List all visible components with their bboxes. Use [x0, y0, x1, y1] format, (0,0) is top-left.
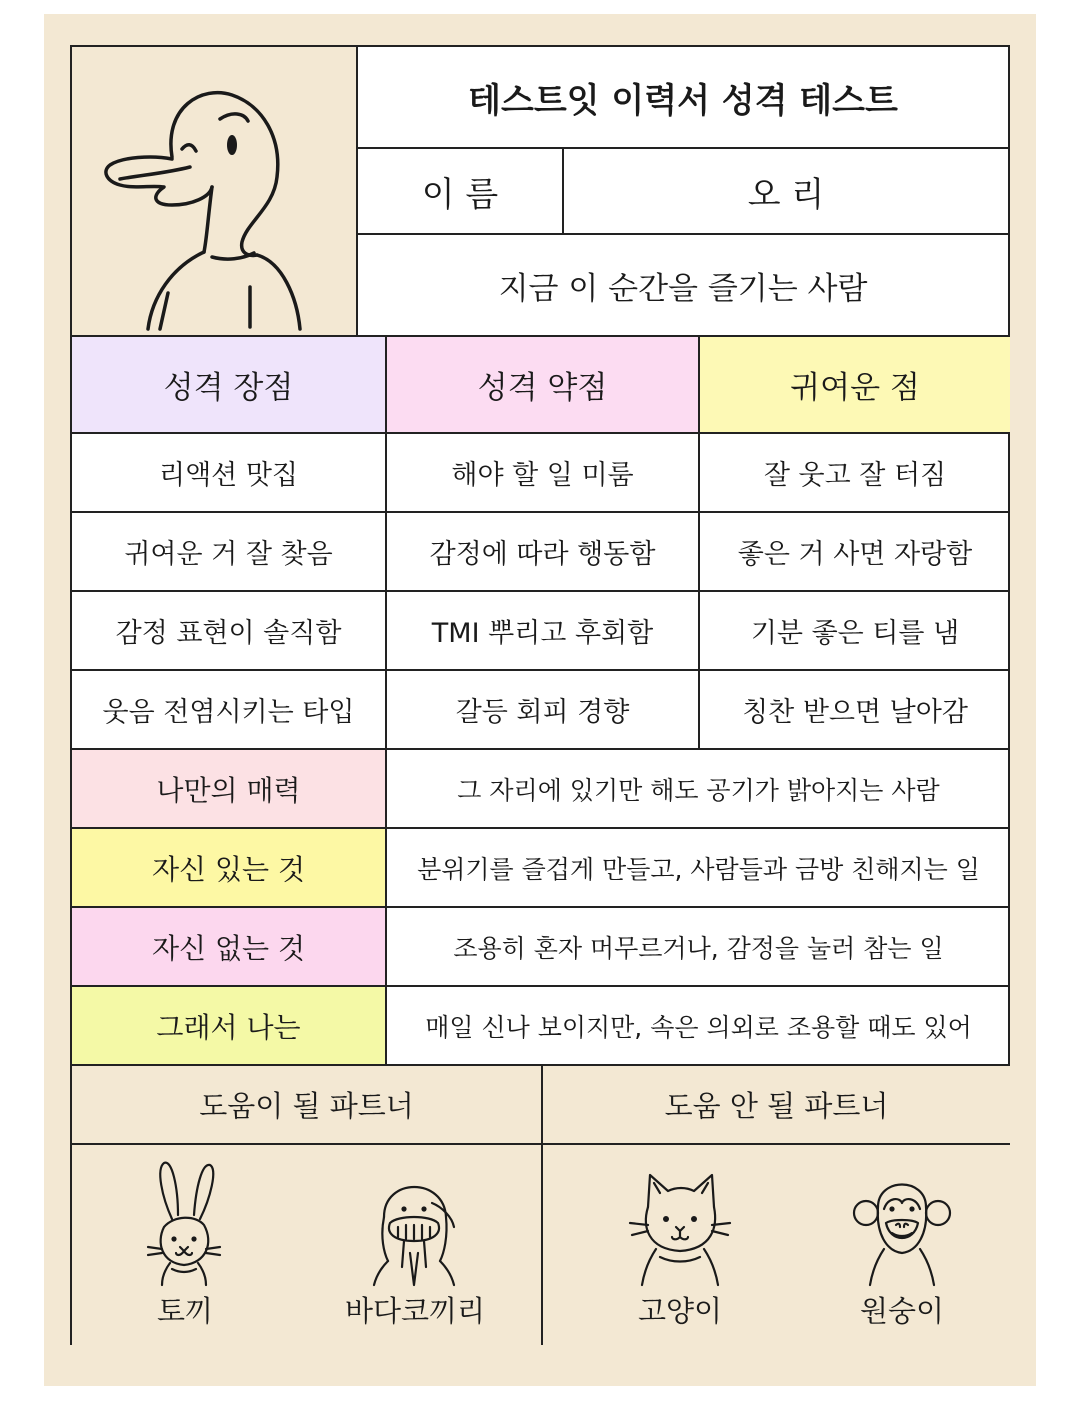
cat-icon [620, 1157, 740, 1287]
section-label-so-i-am: 그래서 나는 [72, 987, 385, 1064]
section-label-charm: 나만의 매력 [72, 750, 385, 827]
partner-walrus-label: 바다코끼리 [344, 1294, 486, 1328]
bad-partner-heading: 도움 안 될 파트너 [664, 1089, 889, 1123]
partner-rabbit-label: 토끼 [156, 1294, 214, 1328]
tagline: 지금 이 순간을 즐기는 사람 [498, 270, 868, 307]
rabbit-icon [134, 1157, 234, 1287]
section-label-not-confident: 자신 없는 것 [72, 908, 385, 985]
duck-icon [72, 47, 356, 335]
partner-cat-label: 고양이 [637, 1294, 723, 1328]
section-value-so-i-am: 매일 신나 보이지만, 속은 의외로 조용할 때도 있어 [425, 1012, 972, 1042]
weakness-item: 갈등 회피 경향 [455, 697, 630, 728]
page-title: 테스트잇 이력서 성격 테스트 [468, 80, 898, 121]
duck-portrait [72, 47, 356, 335]
header-strengths: 성격 장점 [72, 337, 385, 432]
name-value: 오 리 [747, 174, 825, 215]
strength-item: 감정 표현이 솔직함 [115, 618, 342, 649]
cute-item: 기분 좋은 티를 냄 [750, 618, 960, 649]
good-partner-heading: 도움이 될 파트너 [199, 1089, 414, 1123]
strength-item: 웃음 전염시키는 타입 [102, 697, 355, 728]
walrus-icon [354, 1157, 474, 1287]
weakness-item: 해야 할 일 미룸 [451, 460, 634, 491]
section-label-confident: 자신 있는 것 [72, 829, 385, 906]
partner-monkey-label: 원숭이 [859, 1294, 945, 1328]
strength-item: 리액션 맛집 [159, 460, 298, 491]
section-value-confident: 분위기를 즐겁게 만들고, 사람들과 금방 친해지는 일 [417, 854, 980, 884]
resume-card [70, 45, 1010, 1345]
monkey-icon [842, 1157, 962, 1287]
cute-item: 잘 웃고 잘 터짐 [763, 460, 947, 491]
cute-item: 좋은 거 사면 자랑함 [737, 539, 973, 570]
name-label: 이 름 [421, 174, 499, 215]
weakness-item: TMI 뿌리고 후회함 [431, 618, 654, 649]
cute-item: 칭찬 받으면 날아감 [742, 697, 968, 728]
weakness-item: 감정에 따라 행동함 [429, 539, 656, 570]
header-weaknesses: 성격 약점 [387, 337, 698, 432]
section-value-charm: 그 자리에 있기만 해도 공기가 밝아지는 사람 [457, 775, 940, 805]
section-value-not-confident: 조용히 혼자 머무르거나, 감정을 눌러 참는 일 [453, 933, 944, 963]
strength-item: 귀여운 거 잘 찾음 [124, 539, 333, 570]
header-cute-points: 귀여운 점 [700, 337, 1010, 432]
